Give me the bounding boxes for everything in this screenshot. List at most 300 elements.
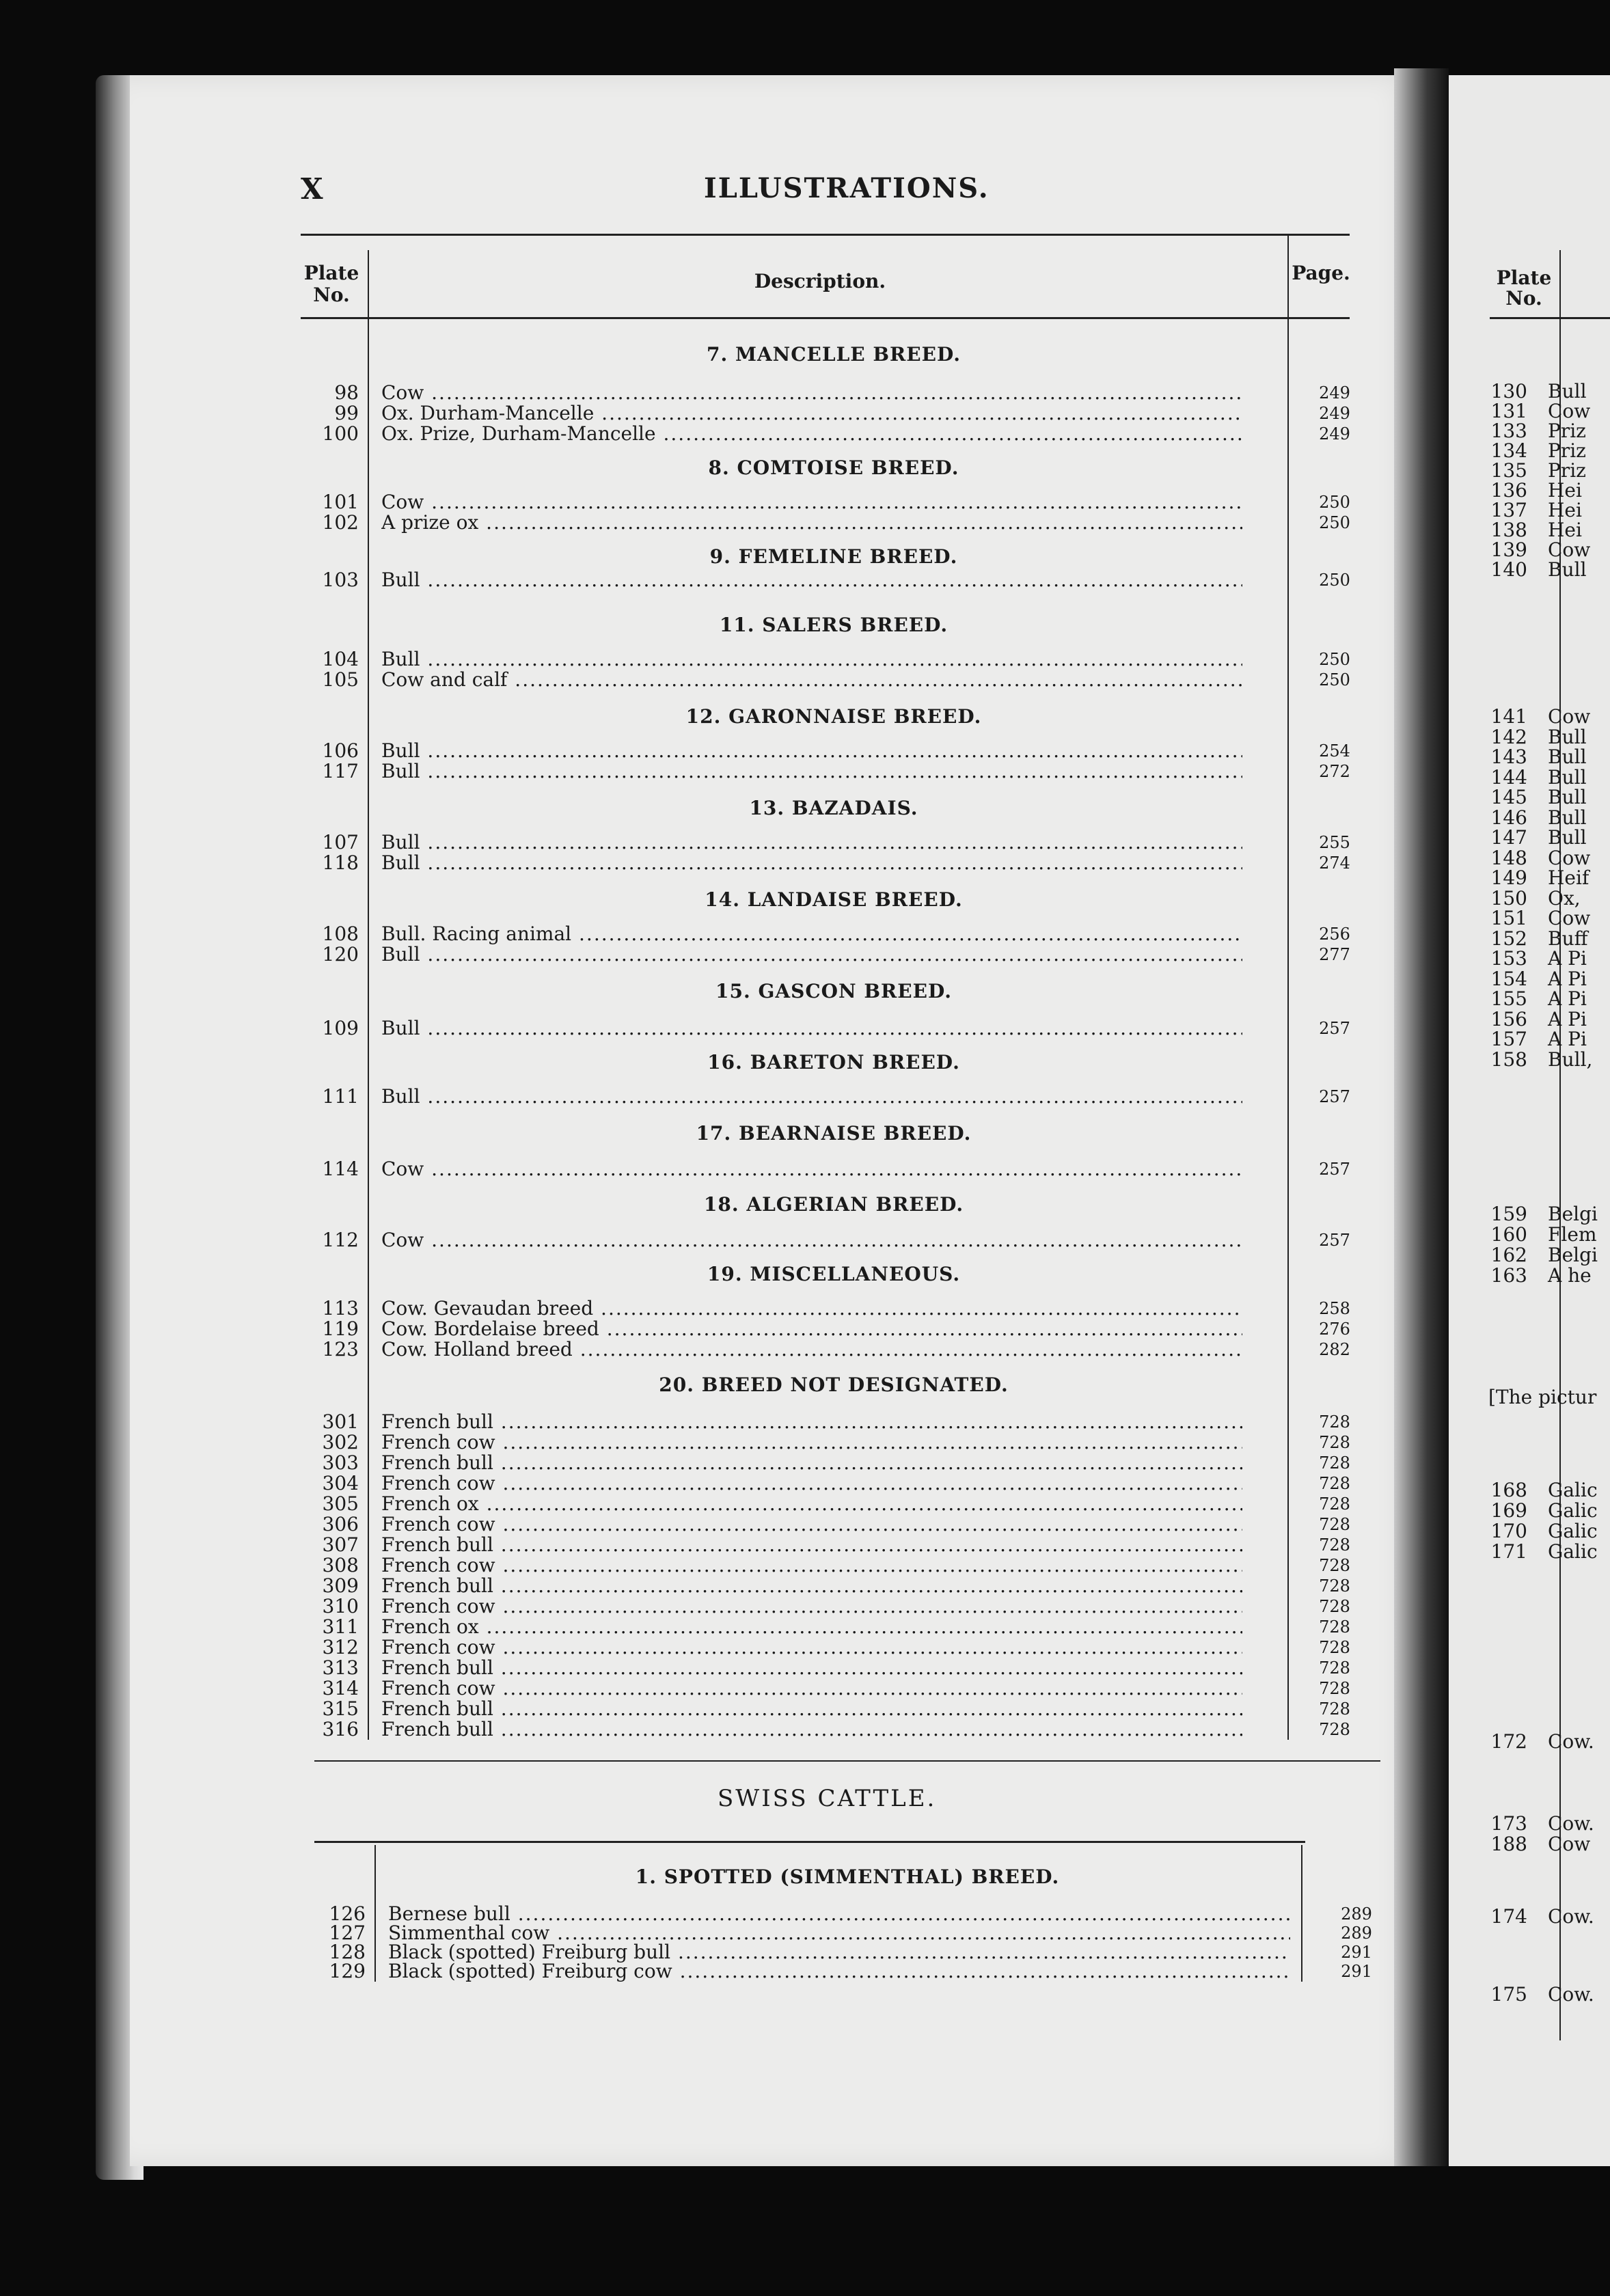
plate-number: 137 bbox=[1490, 499, 1527, 521]
facing-page-row bbox=[1473, 520, 1582, 541]
illustration-row bbox=[301, 741, 1360, 761]
facing-page-row bbox=[1473, 747, 1587, 767]
facing-page-row bbox=[1473, 381, 1587, 402]
section-title: 19. MISCELLANEOUS. bbox=[707, 1263, 961, 1285]
plate-description: Hei bbox=[1548, 499, 1582, 521]
plate-description: Cow ..... bbox=[381, 1159, 1242, 1179]
facing-page-row bbox=[1473, 948, 1587, 969]
plate-number: 133 bbox=[1490, 420, 1527, 442]
plate-description: Cow. Gevaudan breed ..... bbox=[381, 1298, 1242, 1319]
page-number-cell: 272 bbox=[1319, 762, 1350, 781]
plate-description: Priz bbox=[1548, 439, 1586, 462]
plate-number: 315 bbox=[322, 1697, 359, 1720]
plate-number: 105 bbox=[322, 668, 359, 691]
plate-description: Bull ..... bbox=[381, 649, 1242, 670]
illustration-row bbox=[301, 924, 1360, 944]
plate-description: French bull ..... bbox=[381, 1576, 1242, 1596]
plate-description: French cow ..... bbox=[381, 1473, 1242, 1494]
plate-description: Cow. bbox=[1548, 1730, 1594, 1753]
facing-page-row bbox=[1473, 868, 1589, 888]
plate-description: French cow ..... bbox=[381, 1432, 1242, 1453]
plate-number: 114 bbox=[322, 1158, 359, 1180]
plate-number: 134 bbox=[1490, 439, 1527, 462]
plate-number: 305 bbox=[322, 1492, 359, 1515]
illustration-row bbox=[301, 1298, 1360, 1319]
plate-description: Priz bbox=[1548, 420, 1586, 442]
plate-number: 112 bbox=[322, 1229, 359, 1251]
swiss-illustration-row bbox=[308, 1922, 1372, 1944]
page-number-cell: 728 bbox=[1319, 1679, 1350, 1698]
facing-page-row bbox=[1473, 1906, 1594, 1927]
plate-number: 102 bbox=[322, 511, 359, 534]
plate-description: Bull, bbox=[1548, 1048, 1593, 1071]
plate-number: 120 bbox=[322, 943, 359, 966]
plate-description: Bull bbox=[1548, 558, 1587, 581]
plate-description: Hei bbox=[1548, 479, 1582, 502]
section-title: 9. FEMELINE BREED. bbox=[709, 545, 958, 568]
plate-number: 142 bbox=[1490, 725, 1527, 748]
page-number-cell: 728 bbox=[1319, 1576, 1350, 1596]
plate-number: 107 bbox=[322, 831, 359, 853]
page-number-cell: 257 bbox=[1319, 1019, 1350, 1038]
illustration-row bbox=[301, 1339, 1360, 1360]
plate-number: 154 bbox=[1490, 967, 1527, 990]
plate-description: Cow bbox=[1548, 1833, 1591, 1855]
column-header-description: Description. bbox=[754, 270, 886, 292]
plate-number: 163 bbox=[1490, 1264, 1527, 1287]
facing-page-row bbox=[1473, 1834, 1590, 1855]
illustration-row bbox=[301, 1576, 1360, 1596]
swiss-illustration-row bbox=[308, 1960, 1372, 1982]
illustration-row bbox=[301, 1412, 1360, 1432]
illustration-row bbox=[301, 1678, 1360, 1699]
plate-description: Bull bbox=[1548, 786, 1587, 808]
plate-description: Cow ..... bbox=[381, 1230, 1242, 1250]
section-title: 15. GASCON BREED. bbox=[715, 980, 952, 1002]
facing-page-row bbox=[1473, 540, 1590, 560]
facing-page-row bbox=[1473, 1984, 1594, 2005]
page-number-cell: 728 bbox=[1319, 1433, 1350, 1452]
page-number-cell: 274 bbox=[1319, 853, 1350, 873]
plate-number: 106 bbox=[322, 739, 359, 762]
swiss-cattle-heading: SWISS CATTLE. bbox=[718, 1785, 937, 1812]
plate-description: French bull ..... bbox=[381, 1658, 1242, 1678]
plate-description: A Pi bbox=[1548, 967, 1587, 990]
plate-number: 168 bbox=[1490, 1479, 1527, 1501]
plate-number: 144 bbox=[1490, 765, 1527, 789]
swiss-illustration-row bbox=[308, 1902, 1372, 1925]
plate-number: 316 bbox=[322, 1718, 359, 1740]
plate-number: 149 bbox=[1490, 866, 1527, 889]
plate-number: 307 bbox=[322, 1533, 359, 1556]
illustration-row bbox=[301, 1319, 1360, 1339]
plate-description: Bull ..... bbox=[381, 570, 1242, 590]
page-number-cell: 728 bbox=[1319, 1556, 1350, 1575]
plate-number: 303 bbox=[322, 1451, 359, 1474]
illustration-row bbox=[301, 1596, 1360, 1617]
plate-number: 113 bbox=[322, 1297, 359, 1320]
plate-description: French cow ..... bbox=[381, 1514, 1242, 1535]
plate-description: French cow ..... bbox=[381, 1637, 1242, 1658]
facing-page-row bbox=[1473, 1542, 1598, 1562]
plate-number: 117 bbox=[322, 760, 359, 782]
page-number-cell: 255 bbox=[1319, 833, 1350, 852]
page-number-cell: 257 bbox=[1319, 1231, 1350, 1250]
section-title: 17. BEARNAISE BREED. bbox=[696, 1122, 972, 1145]
facing-page-row bbox=[1473, 500, 1582, 521]
plate-number: 175 bbox=[1490, 1983, 1527, 2006]
plate-description: Cow. Holland breed ..... bbox=[381, 1339, 1242, 1360]
plate-number: 99 bbox=[334, 402, 359, 424]
plate-description: Cow. bbox=[1548, 1983, 1594, 2006]
plate-number: 173 bbox=[1490, 1812, 1527, 1835]
plate-number: 306 bbox=[322, 1513, 359, 1535]
plate-number: 159 bbox=[1490, 1203, 1527, 1225]
page-number: X bbox=[301, 172, 323, 206]
plate-number: 152 bbox=[1490, 927, 1527, 950]
header-rule bbox=[301, 234, 1350, 236]
page-number-cell: 257 bbox=[1319, 1160, 1350, 1179]
plate-description: French bull ..... bbox=[381, 1699, 1242, 1719]
illustration-row bbox=[301, 649, 1360, 670]
plate-description: Bull ..... bbox=[381, 1086, 1242, 1107]
plate-number: 153 bbox=[1490, 947, 1527, 970]
page-number-cell: 282 bbox=[1319, 1340, 1350, 1359]
page-number-cell: 728 bbox=[1319, 1515, 1350, 1534]
plate-number: 174 bbox=[1490, 1905, 1527, 1928]
illustration-row bbox=[301, 1617, 1360, 1637]
swiss-section-title: 1. SPOTTED (SIMMENTHAL) BREED. bbox=[635, 1866, 1060, 1888]
plate-description: Priz bbox=[1548, 459, 1586, 482]
facing-page-row bbox=[1473, 421, 1586, 441]
plate-number: 301 bbox=[322, 1410, 359, 1433]
section-title: 18. ALGERIAN BREED. bbox=[703, 1193, 964, 1216]
illustration-row bbox=[301, 832, 1360, 853]
plate-number: 308 bbox=[322, 1554, 359, 1576]
page-number-cell: 277 bbox=[1319, 945, 1350, 964]
facing-page-row bbox=[1473, 929, 1588, 949]
plate-number: 126 bbox=[329, 1902, 366, 1925]
facing-page-row bbox=[1473, 1050, 1592, 1070]
illustration-row bbox=[301, 383, 1360, 403]
plate-number: 160 bbox=[1490, 1223, 1527, 1246]
plate-description: French bull ..... bbox=[381, 1535, 1242, 1555]
plate-description: A he bbox=[1548, 1264, 1592, 1287]
facing-page-row bbox=[1473, 1732, 1594, 1752]
illustration-row bbox=[301, 1494, 1360, 1514]
illustration-row bbox=[301, 1473, 1360, 1494]
plate-description: A Pi bbox=[1548, 947, 1587, 970]
plate-number: 170 bbox=[1490, 1520, 1527, 1542]
plate-description: Bull ..... bbox=[381, 853, 1242, 873]
illustration-row bbox=[301, 944, 1360, 965]
page-number-cell: 728 bbox=[1319, 1474, 1350, 1493]
page-number-cell: 250 bbox=[1319, 513, 1350, 532]
plate-number: 129 bbox=[329, 1960, 366, 1982]
plate-description: Ox. Prize, Durham-Mancelle ..... bbox=[381, 424, 1242, 444]
page-number-cell: 254 bbox=[1319, 741, 1350, 761]
section-title: 16. BARETON BREED. bbox=[707, 1051, 960, 1074]
page-number-cell: 728 bbox=[1319, 1720, 1350, 1739]
facing-page-row bbox=[1473, 1029, 1587, 1050]
facing-page-row bbox=[1473, 888, 1581, 909]
facing-page-note: [The pictur bbox=[1488, 1386, 1597, 1408]
facing-page-row bbox=[1473, 1521, 1598, 1542]
page-number-cell: 728 bbox=[1319, 1658, 1350, 1678]
column-header-plate: Plate No. bbox=[303, 262, 359, 306]
illustration-row bbox=[301, 853, 1360, 873]
plate-number: 304 bbox=[322, 1472, 359, 1494]
plate-description: French ox ..... bbox=[381, 1617, 1242, 1637]
facing-page-row bbox=[1473, 1501, 1598, 1521]
illustration-row bbox=[301, 761, 1360, 782]
swiss-illustration-row bbox=[308, 1941, 1372, 1963]
plate-number: 128 bbox=[329, 1941, 366, 1963]
facing-page-row bbox=[1473, 969, 1587, 989]
plate-description: Cow bbox=[1548, 705, 1591, 728]
facing-page-row bbox=[1473, 461, 1586, 481]
book-gutter bbox=[1394, 68, 1449, 2166]
plate-description: Cow ..... bbox=[381, 383, 1242, 403]
illustration-row bbox=[301, 1699, 1360, 1719]
plate-description: Flem bbox=[1548, 1223, 1597, 1246]
page-number-cell: 249 bbox=[1319, 424, 1350, 443]
illustration-row bbox=[301, 1514, 1360, 1535]
plate-description: Hei bbox=[1548, 519, 1582, 541]
section-title: 14. LANDAISE BREED. bbox=[705, 888, 963, 911]
plate-number: 111 bbox=[322, 1085, 359, 1108]
plate-number: 100 bbox=[322, 422, 359, 445]
plate-number: 143 bbox=[1490, 746, 1527, 768]
plate-description: Cow. bbox=[1548, 1812, 1594, 1835]
plate-description: French bull ..... bbox=[381, 1719, 1242, 1740]
page-number-cell: 728 bbox=[1319, 1617, 1350, 1637]
plate-number: 156 bbox=[1490, 1007, 1527, 1030]
plate-number: 309 bbox=[322, 1574, 359, 1597]
facing-page-row bbox=[1473, 560, 1587, 580]
section-title: 7. MANCELLE BREED. bbox=[706, 343, 961, 366]
page-number-cell: 728 bbox=[1319, 1412, 1350, 1432]
facing-page-row bbox=[1473, 848, 1590, 869]
facing-page-row bbox=[1473, 767, 1587, 788]
illustration-row bbox=[301, 1637, 1360, 1658]
plate-number: 146 bbox=[1490, 806, 1527, 829]
plate-description: French cow ..... bbox=[381, 1678, 1242, 1699]
plate-number: 101 bbox=[322, 491, 359, 513]
illustration-row bbox=[301, 1453, 1360, 1473]
page-number-cell: 728 bbox=[1319, 1535, 1350, 1555]
page-number-cell: 249 bbox=[1319, 404, 1350, 423]
plate-number: 310 bbox=[322, 1595, 359, 1617]
plate-description: French bull ..... bbox=[381, 1412, 1242, 1432]
plate-description: Galic bbox=[1548, 1520, 1598, 1542]
plate-description: A Pi bbox=[1548, 1028, 1587, 1050]
plate-number: 312 bbox=[322, 1636, 359, 1658]
facing-page-row bbox=[1473, 1245, 1598, 1266]
plate-description: Cow and calf ..... bbox=[381, 670, 1242, 690]
page-number-cell: 250 bbox=[1319, 493, 1350, 512]
plate-description: Bull bbox=[1548, 380, 1587, 402]
plate-number: 130 bbox=[1490, 380, 1527, 402]
section-title: 11. SALERS BREED. bbox=[719, 614, 949, 636]
plate-description: Cow bbox=[1548, 400, 1591, 422]
section-title: 8. COMTOISE BREED. bbox=[708, 456, 959, 479]
page-number-cell: 289 bbox=[1341, 1924, 1372, 1943]
facing-page-row bbox=[1473, 1480, 1598, 1501]
column-header-rule bbox=[301, 317, 1350, 319]
illustration-row bbox=[301, 670, 1360, 690]
illustration-row bbox=[301, 512, 1360, 533]
plate-number: 155 bbox=[1490, 987, 1527, 1010]
illustration-row bbox=[301, 570, 1360, 590]
plate-number: 131 bbox=[1490, 400, 1527, 422]
plate-number: 151 bbox=[1490, 907, 1527, 929]
swiss-table-top-rule bbox=[314, 1841, 1305, 1843]
plate-description: Bull ..... bbox=[381, 944, 1242, 965]
section-title: 13. BAZADAIS. bbox=[749, 797, 918, 819]
section-title: 20. BREED NOT DESIGNATED. bbox=[659, 1374, 1009, 1396]
plate-number: 108 bbox=[322, 922, 359, 945]
column-header-page: Page. bbox=[1292, 262, 1350, 284]
plate-description: Bull bbox=[1548, 746, 1587, 768]
plate-description: Bull ..... bbox=[381, 741, 1242, 761]
illustration-row bbox=[301, 1230, 1360, 1250]
plate-description: Cow. bbox=[1548, 1905, 1594, 1928]
facing-page-row bbox=[1473, 989, 1587, 1009]
facing-page-row bbox=[1473, 1225, 1597, 1245]
section-title: 12. GARONNAISE BREED. bbox=[685, 705, 982, 728]
plate-description: French cow ..... bbox=[381, 1596, 1242, 1617]
plate-description: Galic bbox=[1548, 1499, 1598, 1522]
facing-page-row bbox=[1473, 401, 1590, 422]
illustration-row bbox=[301, 424, 1360, 444]
facing-page-row bbox=[1473, 828, 1587, 848]
plate-description: Galic bbox=[1548, 1540, 1598, 1563]
plate-number: 158 bbox=[1490, 1048, 1527, 1071]
plate-number: 162 bbox=[1490, 1244, 1527, 1266]
plate-description: Black (spotted) Freiburg cow ..... bbox=[388, 1961, 1290, 1982]
plate-description: Bull bbox=[1548, 765, 1587, 789]
plate-description: Bull bbox=[1548, 806, 1587, 829]
plate-description: A Pi bbox=[1548, 1007, 1587, 1030]
plate-number: 188 bbox=[1490, 1833, 1527, 1855]
plate-number: 311 bbox=[322, 1615, 359, 1638]
page-number-cell: 250 bbox=[1319, 571, 1350, 590]
plate-description: Galic bbox=[1548, 1479, 1598, 1501]
plate-description: Bull ..... bbox=[381, 832, 1242, 853]
page-number-cell: 258 bbox=[1319, 1299, 1350, 1318]
facing-page-row bbox=[1473, 1814, 1594, 1834]
illustration-row bbox=[301, 492, 1360, 512]
plate-number: 145 bbox=[1490, 786, 1527, 808]
plate-number: 119 bbox=[322, 1317, 359, 1340]
page-number-cell: 728 bbox=[1319, 1597, 1350, 1616]
plate-number: 147 bbox=[1490, 826, 1527, 849]
plate-number: 169 bbox=[1490, 1499, 1527, 1522]
illustration-row bbox=[301, 403, 1360, 424]
plate-number: 172 bbox=[1490, 1730, 1527, 1753]
facing-page-row bbox=[1473, 441, 1586, 461]
plate-number: 141 bbox=[1490, 705, 1527, 728]
plate-number: 314 bbox=[322, 1677, 359, 1699]
plate-number: 138 bbox=[1490, 519, 1527, 541]
plate-number: 98 bbox=[334, 381, 359, 404]
plate-description: Cow ..... bbox=[381, 492, 1242, 512]
page-number-cell: 250 bbox=[1319, 650, 1350, 669]
page-number-cell: 249 bbox=[1319, 383, 1350, 402]
table-bottom-rule bbox=[314, 1760, 1380, 1762]
plate-description: Bernese bull ..... bbox=[388, 1904, 1290, 1924]
page-number-cell: 728 bbox=[1319, 1494, 1350, 1514]
plate-description: Black (spotted) Freiburg bull ..... bbox=[388, 1942, 1290, 1963]
plate-description: French ox ..... bbox=[381, 1494, 1242, 1514]
plate-number: 150 bbox=[1490, 886, 1527, 910]
facing-page-row bbox=[1473, 808, 1587, 828]
plate-number: 139 bbox=[1490, 538, 1527, 561]
plate-description: A prize ox ..... bbox=[381, 512, 1242, 533]
plate-description: Cow. Bordelaise breed ..... bbox=[381, 1319, 1242, 1339]
plate-number: 118 bbox=[322, 851, 359, 874]
facing-page-row bbox=[1473, 707, 1590, 727]
plate-number: 103 bbox=[322, 569, 359, 591]
plate-description: Cow bbox=[1548, 846, 1591, 869]
page-title: ILLUSTRATIONS. bbox=[704, 172, 990, 204]
plate-description: Bull bbox=[1548, 725, 1587, 748]
plate-description: A Pi bbox=[1548, 987, 1587, 1010]
plate-number: 157 bbox=[1490, 1028, 1527, 1050]
facing-page-row bbox=[1473, 908, 1590, 929]
page-number-cell: 291 bbox=[1341, 1943, 1372, 1962]
plate-description: Ox. Durham-Mancelle ..... bbox=[381, 403, 1242, 424]
page-number-cell: 291 bbox=[1341, 1962, 1372, 1981]
illustration-row bbox=[301, 1159, 1360, 1179]
facing-page-plate-header: Plate No. bbox=[1496, 266, 1552, 310]
page-number-cell: 728 bbox=[1319, 1699, 1350, 1719]
plate-description: Bull ..... bbox=[381, 761, 1242, 782]
facing-page-row bbox=[1473, 787, 1587, 808]
plate-description: Heif bbox=[1548, 866, 1589, 889]
page-number-cell: 257 bbox=[1319, 1087, 1350, 1106]
plate-description: French cow ..... bbox=[381, 1555, 1242, 1576]
plate-description: Belgi bbox=[1548, 1203, 1598, 1225]
plate-number: 127 bbox=[329, 1922, 366, 1944]
facing-page-row bbox=[1473, 480, 1582, 501]
plate-number: 171 bbox=[1490, 1540, 1527, 1563]
plate-number: 313 bbox=[322, 1656, 359, 1679]
page-number-cell: 289 bbox=[1341, 1904, 1372, 1924]
facing-page-header-rule bbox=[1490, 317, 1610, 319]
illustration-row bbox=[301, 1018, 1360, 1039]
page-number-cell: 276 bbox=[1319, 1320, 1350, 1339]
illustration-row bbox=[301, 1086, 1360, 1107]
page-number-cell: 728 bbox=[1319, 1453, 1350, 1473]
page-number-cell: 250 bbox=[1319, 670, 1350, 689]
plate-description: Ox, bbox=[1548, 886, 1581, 910]
page-number-cell: 256 bbox=[1319, 925, 1350, 944]
page-number-cell: 728 bbox=[1319, 1638, 1350, 1657]
plate-description: Cow bbox=[1548, 538, 1591, 561]
plate-description: Belgi bbox=[1548, 1244, 1598, 1266]
plate-number: 136 bbox=[1490, 479, 1527, 502]
illustration-row bbox=[301, 1719, 1360, 1740]
plate-number: 148 bbox=[1490, 846, 1527, 869]
plate-number: 140 bbox=[1490, 558, 1527, 581]
illustration-row bbox=[301, 1432, 1360, 1453]
plate-number: 135 bbox=[1490, 459, 1527, 482]
plate-description: French bull ..... bbox=[381, 1453, 1242, 1473]
plate-number: 123 bbox=[322, 1338, 359, 1361]
facing-page-row bbox=[1473, 727, 1587, 748]
